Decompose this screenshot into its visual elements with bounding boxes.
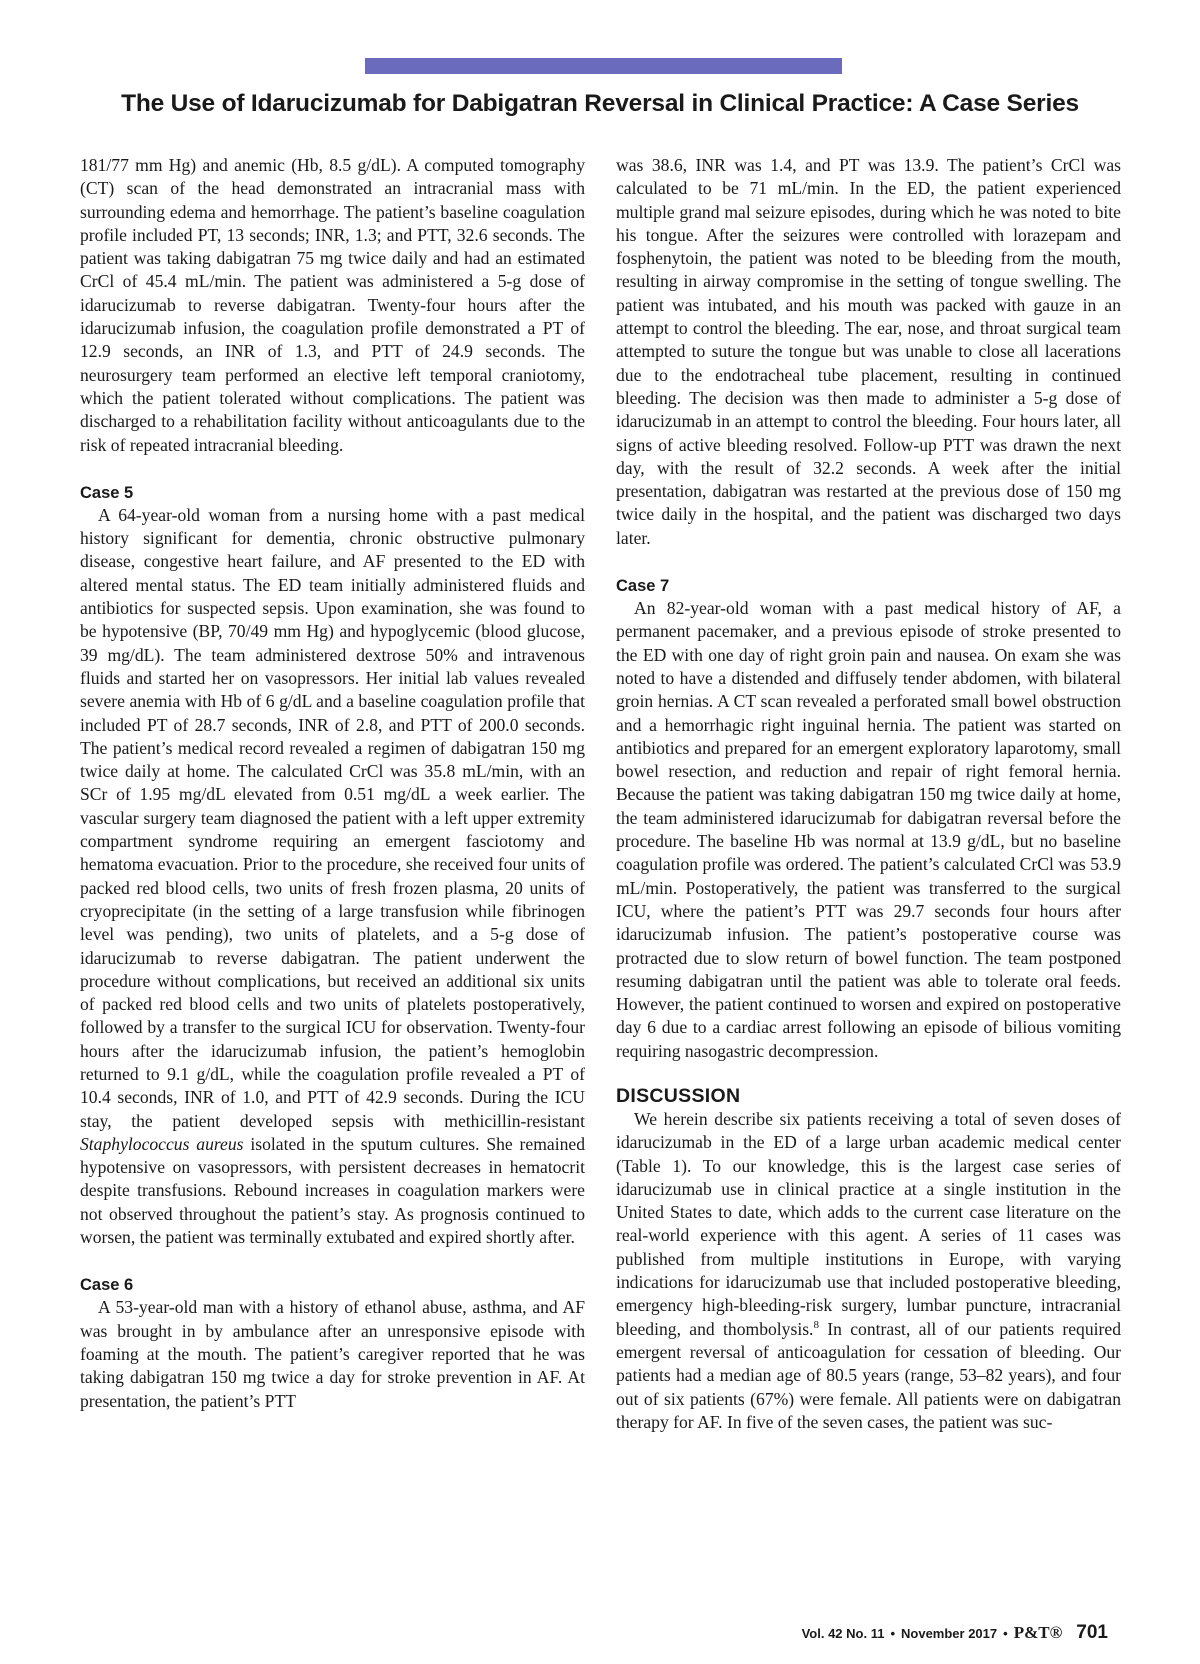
reference-superscript: 8 <box>813 1318 819 1331</box>
case5-organism: Staphylococcus aureus <box>80 1133 244 1154</box>
page-footer <box>802 1622 1108 1644</box>
case5-paragraph <box>80 504 585 1250</box>
discussion-text-part2: In contrast, all of our patients required emergent reversal of anticoagulation for cessation of bleeding. Our patients had a median age of 80.5 years (range, 53–82 years), and four out of six patients (67%) were female. All patients were on dabigatran therapy for AF. In five of the seven cases, the patient was suc- <box>616 1318 1121 1432</box>
discussion-text-part1: We herein describe six patients receiving a total of seven doses of idarucizumab in the ED of a large urban academic medical center (Table 1). To our knowledge, this is the largest case series of idarucizumab use in clinical practice at a single institution in the United States to date, which adds to the current case literature on the real-world experience with this agent. A series of 11 cases was published from multiple institutions in Europe, with varying indications for idarucizumab use that included postoperative bleeding, emergency high-bleeding-risk surgery, lumbar puncture, intracranial bleeding, and thombolysis. <box>616 1108 1121 1339</box>
case6-paragraph: A 53-year-old man with a history of ethanol abuse, asthma, and AF was brought in by ambulance after an unresponsive episode with foaming at the mouth. The patient’s caregiver reported that he was taking dabigatran 150 mg twice a day for stroke prevention in AF. At presentation, the patient’s PTT <box>80 1297 585 1411</box>
footer-volume: Vol. 42 No. 11 <box>801 1626 885 1641</box>
discussion-paragraph <box>616 1108 1121 1434</box>
case7-paragraph: An 82-year-old woman with a past medical history of AF, a permanent pacemaker, and a previous episode of stroke presented to the ED with one day of right groin pain and nausea. On exam she was noted to have a distended and diffusely tender abdomen, with bilateral groin hernias. A CT scan revealed a perforated small bowel obstruction and a hemorrhagic right inguinal hernia. The patient was started on antibiotics and prepared for an emergent exploratory laparotomy, small bowel resection, and reduction and repair of right femoral hernia. Because the patient was taking dabigatran 150 mg twice daily at home, the team administered idarucizumab for dabigatran reversal before the procedure. The baseline Hb was normal at 13.9 g/dL, but no baseline coagulation profile was ordered. The patient’s calculated CrCl was 53.9 mL/min. Postoperatively, the patient was transferred to the surgical ICU, where the patient’s PTT was 29.7 seconds four hours after idarucizumab infusion. The patient’s postoperative course was protracted due to slow return of bowel function. The team postponed resuming dabigatran until the patient was able to tolerate oral feeds. However, the patient continued to worsen and expired on postoperative day 6 due to a cardiac arrest following an episode of bilious vomiting requiring nasogastric decompression. <box>616 598 1121 1061</box>
case7-heading: Case 7 <box>616 577 670 596</box>
header-color-bar <box>365 58 842 74</box>
case5-text-part2: isolated in the sputum cultures. She remained hypotensive on vasopressors, with persistent decreases in hematocrit despite transfusions. Rebound increases in coagulation markers were not observed throughout the patient’s stay. As prognosis continued to worsen, the patient was terminally extubated and expired shortly after. <box>80 1133 586 1248</box>
footer-journal-name: P&T® <box>1013 1623 1063 1642</box>
discussion-heading: DISCUSSION <box>616 1084 741 1107</box>
right-column <box>616 154 1121 1434</box>
footer-separator-2: • <box>1003 1626 1008 1641</box>
left-column <box>80 154 585 1413</box>
case5-heading: Case 5 <box>80 483 134 502</box>
case6-heading: Case 6 <box>80 1276 134 1295</box>
page-title: The Use of Idarucizumab for Dabigatran Reversal in Clinical Practice: A Case Series <box>121 90 1079 117</box>
case5-text-part1: A 64-year-old woman from a nursing home with a past medical history significant for dementia, chronic obstructive pulmonary disease, congestive heart failure, and AF presented to the ED with altered mental status. The ED team initially administered fluids and antibiotics for suspected sepsis. Upon examination, she was found to be hypotensive (BP, 70/49 mm Hg) and hypoglycemic (blood glucose, 39 mg/dL). The team administered dextrose 50% and intravenous fluids and started her on vasopressors. Her initial lab values revealed severe anemia with Hb of 6 g/dL and a baseline coagulation profile that included PT of 28.7 seconds, INR of 2.8, and PTT of 200.0 seconds. The patient’s medical record revealed a regimen of dabigatran 150 mg twice daily at home. The calculated CrCl was 35.8 mL/min, with an SCr of 1.95 mg/dL elevated from 0.51 mg/dL a week earlier. The vascular surgery team diagnosed the patient with a left upper extremity compartment syndrome requiring an emergent fasciotomy and hematoma evacuation. Prior to the procedure, she received four units of packed red blood cells, two units of fresh frozen plasma, 20 units of cryoprecipitate (in the setting of a large transfusion while fibrinogen level was pending), two units of platelets, and a 5-g dose of idarucizumab to reverse dabigatran. The patient underwent the procedure without complications, but received an additional six units of packed red blood cells and two units of platelets postoperatively, followed by a transfer to the surgical ICU for observation. Twenty-four hours after the idarucizumab infusion, the patient’s hemoglobin returned to 9.1 g/dL, while the coagulation profile revealed a PT of 10.4 seconds, INR of 1.0, and PTT of 42.9 seconds. During the ICU stay, the patient developed sepsis with methicillin-resistant <box>80 504 585 1131</box>
footer-date: November 2017 <box>901 1626 998 1641</box>
page-number: 701 <box>1076 1622 1108 1643</box>
case6-continuation-paragraph: was 38.6, INR was 1.4, and PT was 13.9. The patient’s CrCl was calculated to be 71 mL/min. In the ED, the patient experienced multiple grand mal seizure episodes, during which he was noted to bite his tongue. After the seizures were controlled with lorazepam and fosphenytoin, the patient was noted to be bleeding from the mouth, resulting in airway compromise in the setting of tongue swelling. The patient was intubated, and his mouth was packed with gauze in an attempt to control the bleeding. The ear, nose, and throat surgical team attempted to suture the tongue but was unable to close all lacerations due to the endotracheal tube placement, resulting in continued bleeding. The decision was then made to administer a 5-g dose of idarucizumab in an attempt to control the bleeding. Four hours later, all signs of active bleeding resolved. Follow-up PTT was drawn the next day, with the result of 32.2 seconds. A week after the initial presentation, dabigatran was restarted at the previous dose of 150 mg twice daily in the hospital, and the patient was discharged two days later. <box>616 155 1121 548</box>
case4-continuation-paragraph: 181/77 mm Hg) and anemic (Hb, 8.5 g/dL). A computed tomography (CT) scan of the head demonstrated an intracranial mass with surrounding edema and hemorrhage. The patient’s baseline coagulation profile included PT, 13 seconds; INR, 1.3; and PTT, 32.6 seconds. The patient was taking dabigatran 75 mg twice daily and had an estimated CrCl of 45.4 mL/min. The patient was administered a 5-g dose of idarucizumab to reverse dabigatran. Twenty-four hours after the idarucizumab infusion, the coagulation profile demonstrated a PT of 12.9 seconds, an INR of 1.3, and PTT of 24.9 seconds. The neurosurgery team performed an elective left temporal craniotomy, which the patient tolerated without complications. The patient was discharged to a rehabilitation facility without anticoagulants due to the risk of repeated intracranial bleeding. <box>80 155 585 455</box>
footer-separator: • <box>890 1626 896 1641</box>
